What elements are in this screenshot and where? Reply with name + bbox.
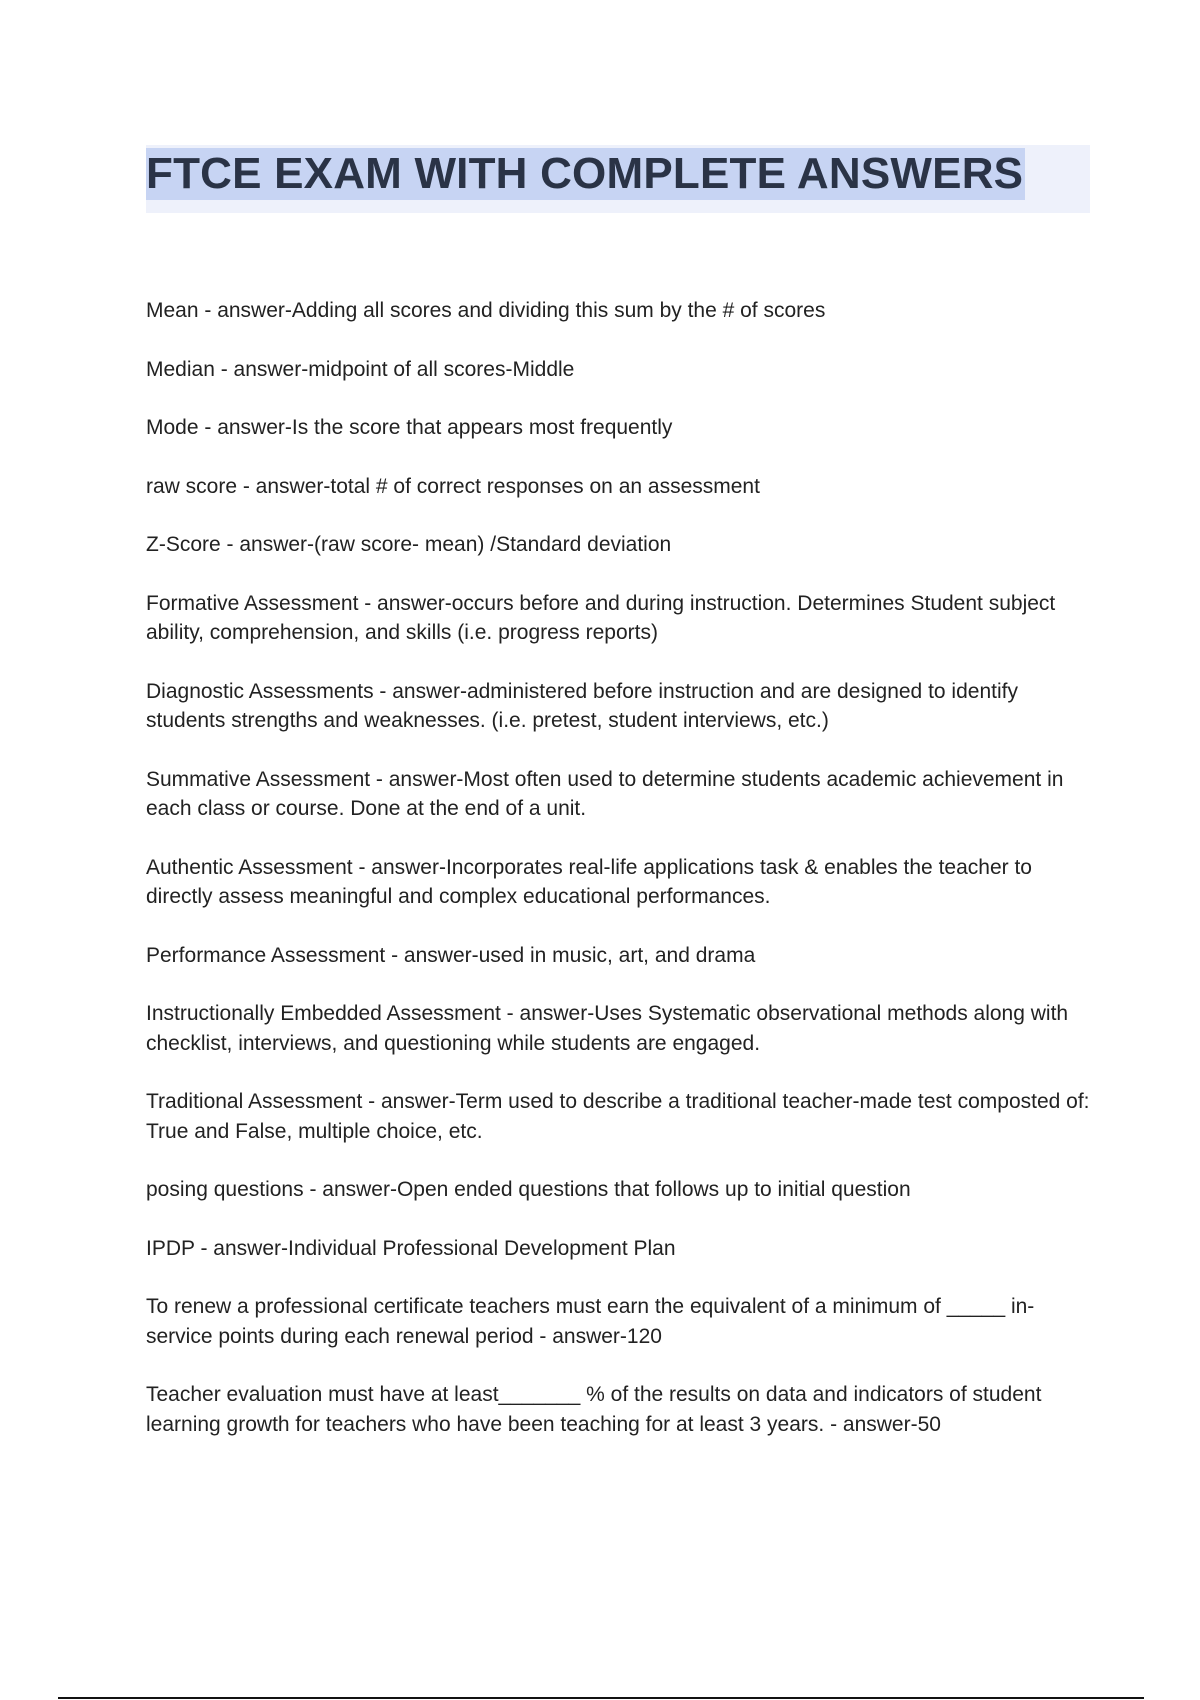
qa-entry-performance-assessment: Performance Assessment - answer-used in music, art, and drama <box>146 943 756 967</box>
qa-entry-ipdp: IPDP - answer-Individual Professional Development Plan <box>146 1236 676 1260</box>
qa-entry-mean: Mean - answer-Adding all scores and dividing this sum by the # of scores <box>146 299 826 322</box>
qa-entry-median: Median - answer-midpoint of all scores-Middle <box>146 357 575 381</box>
qa-entry-list <box>146 296 1096 1468</box>
qa-entry-traditional-assessment: Traditional Assessment - answer-Term used to describe a traditional teacher-made test composted of: True and False, multiple choice, etc. <box>146 1090 1090 1143</box>
qa-entry-instructionally-embedded-assessment: Instructionally Embedded Assessment - answer-Uses Systematic observational methods along with checklist, interviews, and questioning while students are engaged. <box>146 1002 1069 1055</box>
qa-entry-raw-score: raw score - answer-total # of correct responses on an assessment <box>146 474 760 498</box>
qa-entry-posing-questions: posing questions - answer-Open ended questions that follows up to initial question <box>146 1178 911 1201</box>
qa-entry-certificate-renewal: To renew a professional certificate teachers must earn the equivalent of a minimum of _____ in-service points during each renewal period - answer-120 <box>146 1295 1035 1348</box>
qa-entry-z-score: Z-Score - answer-(raw score- mean) /Standard deviation <box>146 533 672 556</box>
qa-entry-diagnostic-assessments: Diagnostic Assessments - answer-administered before instruction and are designed to identify students strengths and weaknesses. (i.e. pretest, student interviews, etc.) <box>146 679 1018 732</box>
qa-entry-mode: Mode - answer-Is the score that appears most frequently <box>146 416 673 439</box>
page-bottom-rule <box>58 1697 1144 1699</box>
qa-entry-authentic-assessment: Authentic Assessment - answer-Incorporates real-life applications task & enables the teacher to directly assess meaningful and complex educational performances. <box>146 855 1032 908</box>
qa-entry-formative-assessment: Formative Assessment - answer-occurs before and during instruction. Determines Student subject ability, comprehension, and skills (i.e. progress reports) <box>146 591 1056 644</box>
document-title: FTCE EXAM WITH COMPLETE ANSWERS <box>146 149 1024 198</box>
qa-entry-teacher-evaluation: Teacher evaluation must have at least_______ % of the results on data and indicators of student learning growth for teachers who have been teaching for at least 3 years. - answer-50 <box>146 1383 1042 1436</box>
qa-entry-summative-assessment: Summative Assessment - answer-Most often used to determine students academic achievement in each class or course. Done at the end of a unit. <box>146 767 1064 820</box>
